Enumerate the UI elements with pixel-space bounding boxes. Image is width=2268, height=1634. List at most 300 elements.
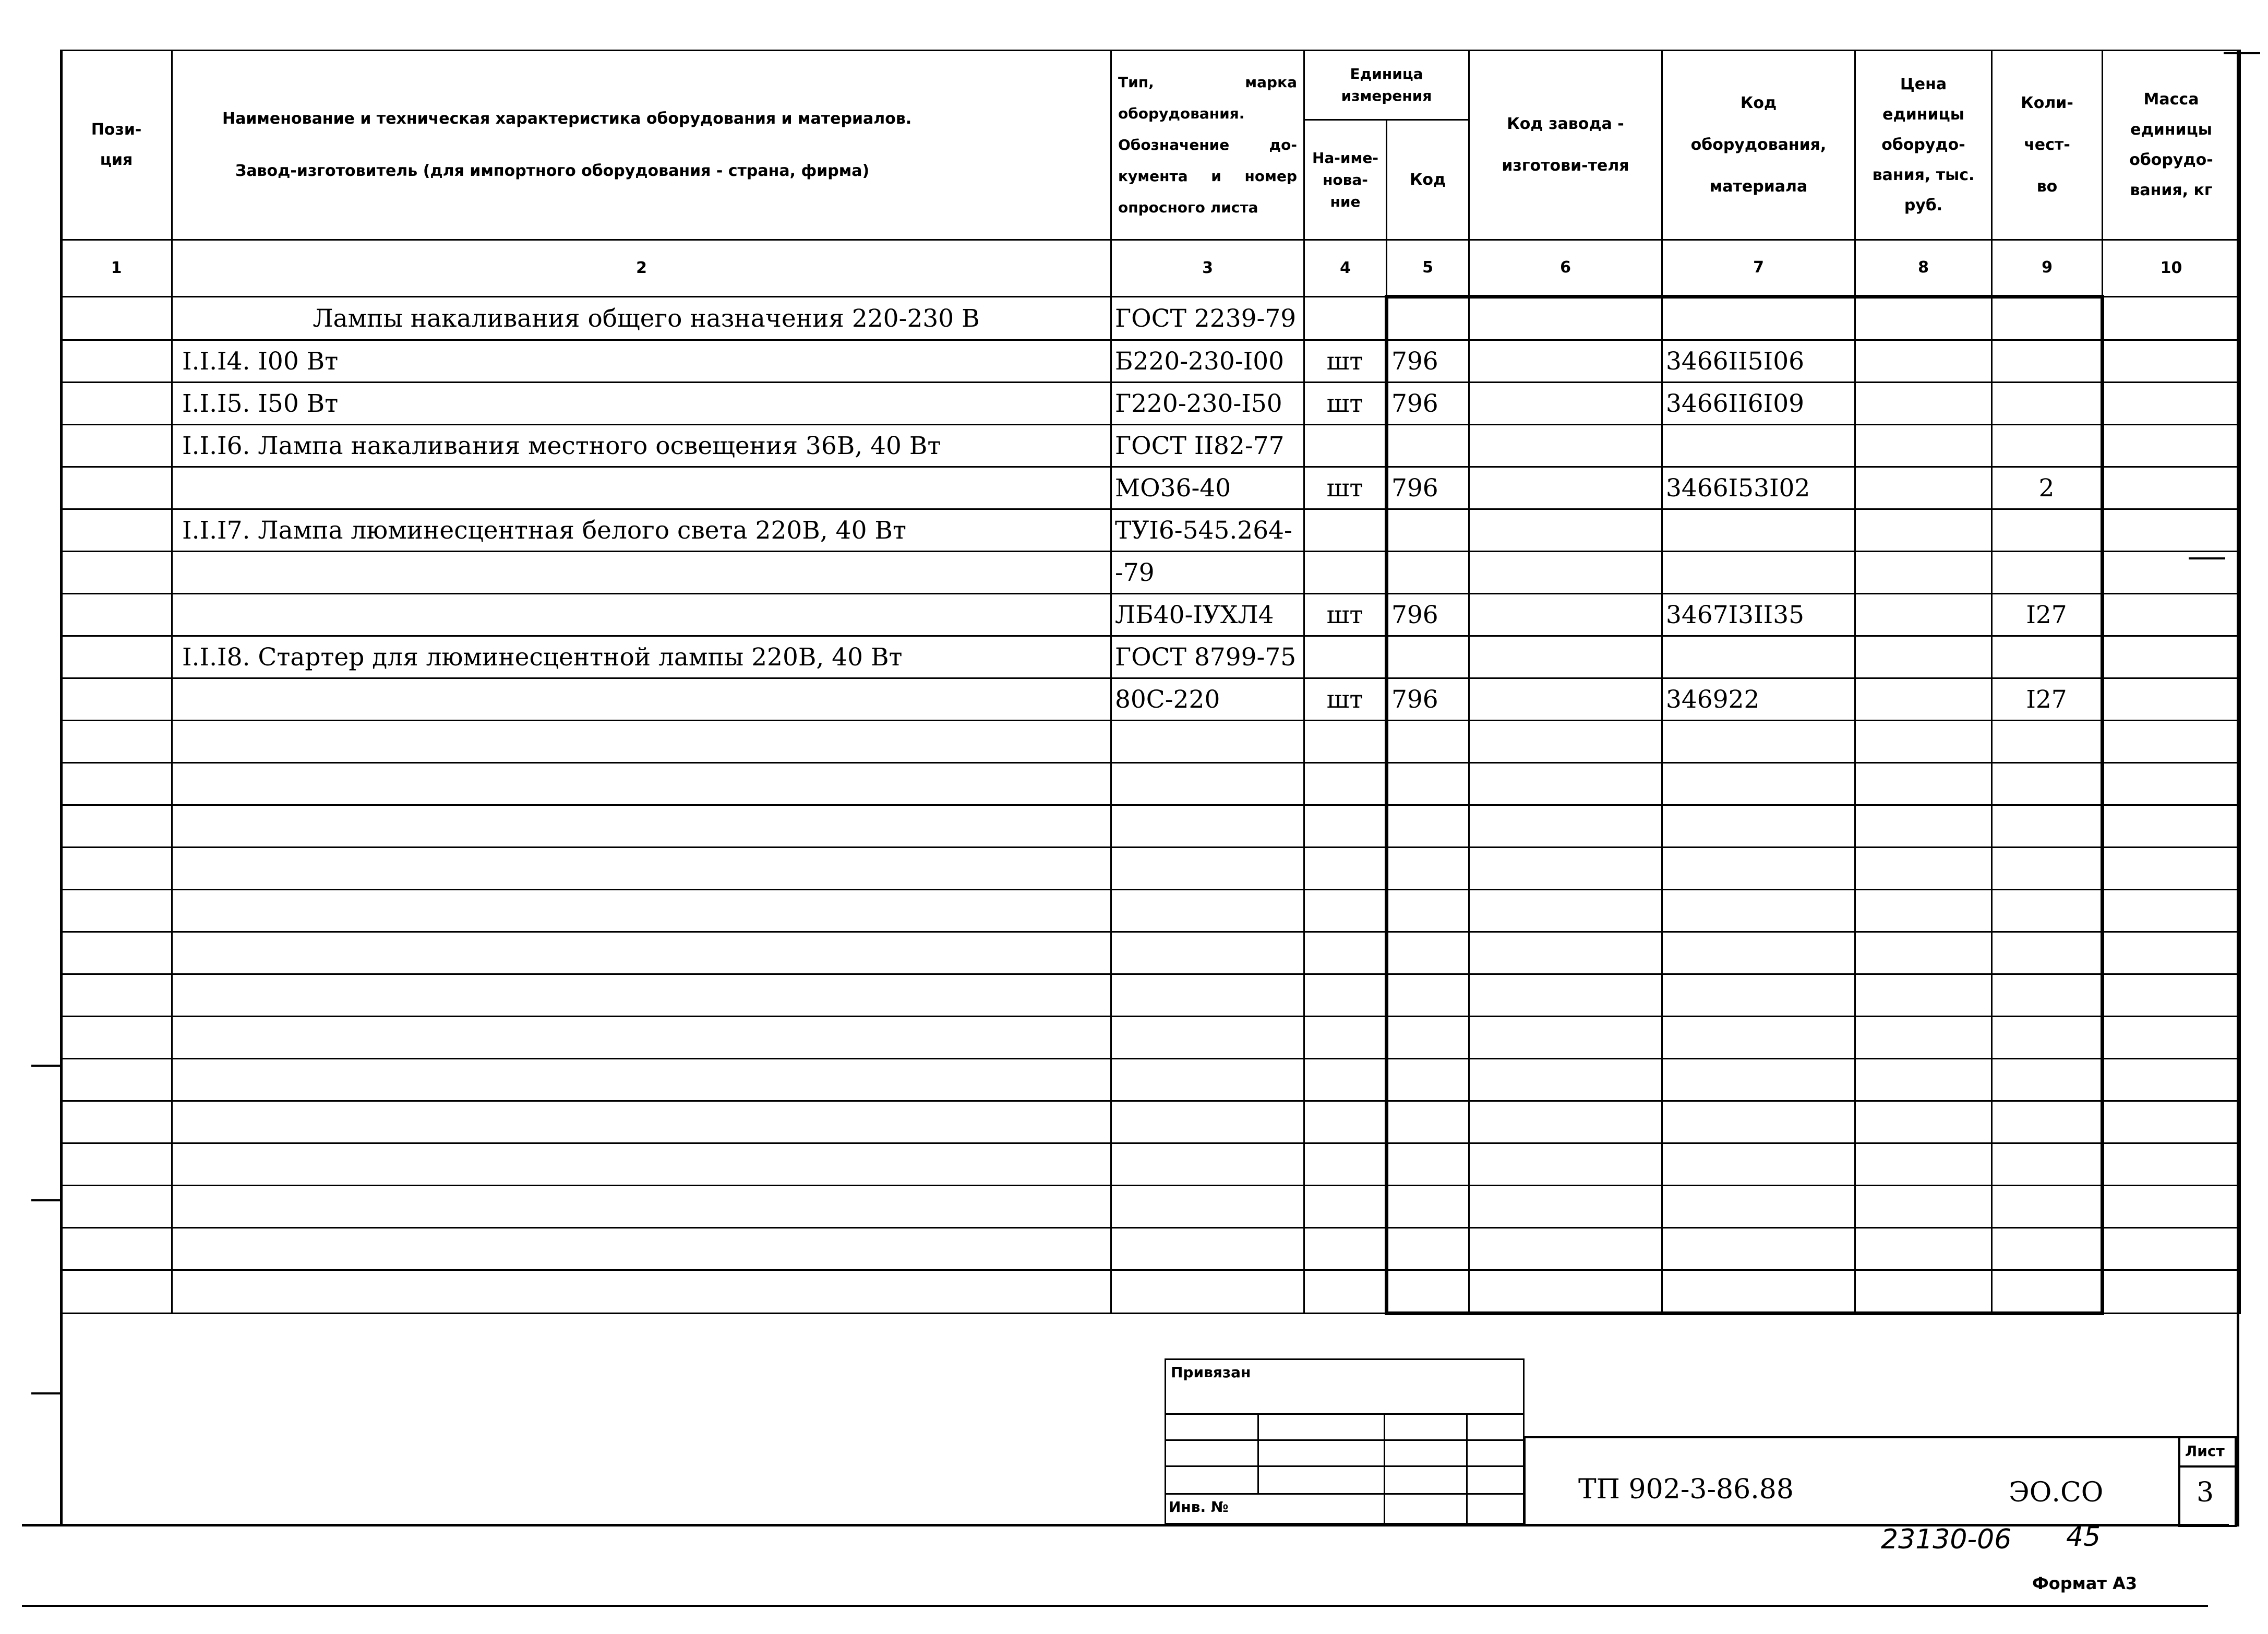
cell-code: 3467I3II35 xyxy=(1662,594,1855,636)
cell-name xyxy=(172,552,1111,594)
cell-qty xyxy=(1992,552,2103,594)
table-row xyxy=(61,425,2240,467)
cell-name: I.I.I4. I00 Вт xyxy=(172,340,1111,383)
cell-name xyxy=(172,721,1111,763)
margin-tick xyxy=(2189,557,2225,559)
cell-price xyxy=(1855,425,1992,467)
cell-price xyxy=(1855,594,1992,636)
cell-name xyxy=(172,1270,1111,1314)
cell-pos xyxy=(61,1186,172,1228)
cell-type xyxy=(1111,1143,1304,1186)
cell-code: 3466II5I06 xyxy=(1662,340,1855,383)
cell-qty xyxy=(1992,932,2103,974)
header-quantity: Коли-чест-во xyxy=(1992,51,2103,240)
header-unit-code: Код xyxy=(1387,120,1469,240)
stamp-line xyxy=(1165,1465,1525,1467)
cell-name xyxy=(172,1017,1111,1059)
cell-code xyxy=(1662,763,1855,805)
cell-maker-code xyxy=(1469,1270,1662,1314)
table-row xyxy=(61,1143,2240,1186)
header-unit-name: На-име-нова-ние xyxy=(1304,120,1387,240)
table-row xyxy=(61,383,2240,425)
cell-unit-code xyxy=(1387,1228,1469,1270)
cell-qty xyxy=(1992,1101,2103,1143)
cell-pos xyxy=(61,805,172,848)
cell-price xyxy=(1855,763,1992,805)
cell-maker-code xyxy=(1469,383,1662,425)
cell-price xyxy=(1855,467,1992,509)
cell-maker-code xyxy=(1469,1101,1662,1143)
cell-type xyxy=(1111,1270,1304,1314)
cell-name xyxy=(172,1186,1111,1228)
cell-type: ТУI6-545.264- xyxy=(1111,509,1304,552)
cell-code xyxy=(1662,1017,1855,1059)
cell-pos xyxy=(61,552,172,594)
cell-unit xyxy=(1304,1101,1387,1143)
cell-mass xyxy=(2103,805,2240,848)
table-row xyxy=(61,932,2240,974)
cell-code xyxy=(1662,1143,1855,1186)
header-position: Пози- ция xyxy=(61,51,172,240)
header-mass: Масса единицы оборудо-вания, кг xyxy=(2103,51,2240,240)
cell-type xyxy=(1111,1101,1304,1143)
cell-maker-code xyxy=(1469,1186,1662,1228)
cell-price xyxy=(1855,1101,1992,1143)
table-row xyxy=(61,636,2240,678)
column-number: 7 xyxy=(1662,240,1855,297)
table-row xyxy=(61,763,2240,805)
cell-pos xyxy=(61,1017,172,1059)
cell-unit xyxy=(1304,1228,1387,1270)
cell-maker-code xyxy=(1469,932,1662,974)
cell-maker-code xyxy=(1469,678,1662,721)
cell-maker-code xyxy=(1469,1143,1662,1186)
sheet-number: 3 xyxy=(2197,1477,2214,1508)
cell-qty: 2 xyxy=(1992,467,2103,509)
cell-unit: шт xyxy=(1304,594,1387,636)
table-body xyxy=(61,297,2240,1314)
margin-tick xyxy=(31,1199,62,1201)
cell-pos xyxy=(61,467,172,509)
cell-unit-code xyxy=(1387,974,1469,1017)
cell-pos xyxy=(61,1101,172,1143)
cell-type xyxy=(1111,848,1304,890)
cell-maker-code xyxy=(1469,467,1662,509)
column-number: 10 xyxy=(2103,240,2240,297)
cell-mass xyxy=(2103,974,2240,1017)
cell-price xyxy=(1855,1017,1992,1059)
cell-pos xyxy=(61,509,172,552)
cell-maker-code xyxy=(1469,763,1662,805)
cell-type xyxy=(1111,1017,1304,1059)
cell-mass xyxy=(2103,297,2240,340)
cell-code xyxy=(1662,1228,1855,1270)
sheet-box-divider xyxy=(2178,1465,2237,1468)
header-type: Тип, марка оборудования. Обозначение до-кумента и номер опросного листа xyxy=(1111,51,1304,240)
cell-qty: I27 xyxy=(1992,678,2103,721)
cell-price xyxy=(1855,1270,1992,1314)
cell-unit xyxy=(1304,1270,1387,1314)
cell-mass xyxy=(2103,509,2240,552)
cell-price xyxy=(1855,1059,1992,1101)
cell-type: ГОСТ 2239-79 xyxy=(1111,297,1304,340)
table-row xyxy=(61,678,2240,721)
cell-unit xyxy=(1304,805,1387,848)
table-row xyxy=(61,1017,2240,1059)
cell-price xyxy=(1855,636,1992,678)
column-number: 5 xyxy=(1387,240,1469,297)
cell-code xyxy=(1662,425,1855,467)
cell-pos xyxy=(61,425,172,467)
section-code: ЭО.СО xyxy=(2009,1477,2104,1508)
cell-unit-code xyxy=(1387,890,1469,932)
cell-code xyxy=(1662,1059,1855,1101)
cell-unit-code xyxy=(1387,721,1469,763)
cell-maker-code xyxy=(1469,1017,1662,1059)
cell-unit-code xyxy=(1387,805,1469,848)
cell-maker-code xyxy=(1469,340,1662,383)
cell-price xyxy=(1855,1228,1992,1270)
cell-mass xyxy=(2103,1101,2240,1143)
cell-type: МО36-40 xyxy=(1111,467,1304,509)
cell-unit-code: 796 xyxy=(1387,594,1469,636)
cell-mass xyxy=(2103,425,2240,467)
frame-right xyxy=(2237,50,2239,1526)
cell-unit-code xyxy=(1387,1270,1469,1314)
cell-qty xyxy=(1992,383,2103,425)
cell-type: Г220-230-I50 xyxy=(1111,383,1304,425)
cell-unit-code xyxy=(1387,932,1469,974)
cell-name: I.I.I7. Лампа люминесцентная белого света 220В, 40 Вт xyxy=(172,509,1111,552)
cell-unit: шт xyxy=(1304,467,1387,509)
cell-name xyxy=(172,932,1111,974)
cell-name xyxy=(172,1101,1111,1143)
cell-pos xyxy=(61,1228,172,1270)
cell-price xyxy=(1855,805,1992,848)
stamp-linked xyxy=(1165,1358,1525,1524)
cell-qty xyxy=(1992,721,2103,763)
column-number: 8 xyxy=(1855,240,1992,297)
cell-mass xyxy=(2103,1143,2240,1186)
title-block-left xyxy=(1523,1436,1526,1526)
table-row xyxy=(61,890,2240,932)
cell-code xyxy=(1662,636,1855,678)
cell-mass xyxy=(2103,1017,2240,1059)
cell-unit-code xyxy=(1387,1186,1469,1228)
table-row xyxy=(61,974,2240,1017)
stamp-line xyxy=(1165,1493,1525,1495)
cell-unit xyxy=(1304,1059,1387,1101)
cell-unit-code: 796 xyxy=(1387,467,1469,509)
cell-name xyxy=(172,678,1111,721)
cell-code: 346922 xyxy=(1662,678,1855,721)
cell-mass xyxy=(2103,890,2240,932)
cell-type xyxy=(1111,1059,1304,1101)
cell-name xyxy=(172,890,1111,932)
stamp-line xyxy=(1384,1413,1385,1524)
cell-unit-code xyxy=(1387,297,1469,340)
cell-mass xyxy=(2103,1270,2240,1314)
cell-price xyxy=(1855,678,1992,721)
cell-qty xyxy=(1992,763,2103,805)
title-block xyxy=(1523,1436,2239,1526)
cell-unit xyxy=(1304,763,1387,805)
header-maker-code: Код завода - изготови-теля xyxy=(1469,51,1662,240)
table-row xyxy=(61,1270,2240,1314)
cell-qty xyxy=(1992,1270,2103,1314)
table-row xyxy=(61,1186,2240,1228)
cell-qty xyxy=(1992,848,2103,890)
cell-unit xyxy=(1304,425,1387,467)
cell-price xyxy=(1855,848,1992,890)
cell-pos xyxy=(61,1270,172,1314)
cell-type xyxy=(1111,763,1304,805)
cell-pos xyxy=(61,678,172,721)
cell-unit xyxy=(1304,1017,1387,1059)
cell-pos xyxy=(61,763,172,805)
cell-pos xyxy=(61,890,172,932)
cell-type xyxy=(1111,721,1304,763)
cell-unit-code xyxy=(1387,425,1469,467)
cell-qty xyxy=(1992,340,2103,383)
cell-unit xyxy=(1304,1143,1387,1186)
cell-type: Б220-230-I00 xyxy=(1111,340,1304,383)
cell-unit xyxy=(1304,636,1387,678)
sheet-label: Лист xyxy=(2185,1442,2225,1460)
specification-table xyxy=(60,50,2241,1315)
cell-qty xyxy=(1992,974,2103,1017)
cell-unit-code xyxy=(1387,763,1469,805)
cell-type: ГОСТ II82-77 xyxy=(1111,425,1304,467)
column-number: 6 xyxy=(1469,240,1662,297)
cell-mass xyxy=(2103,848,2240,890)
bottom-trim-line xyxy=(22,1605,2208,1607)
cell-maker-code xyxy=(1469,1228,1662,1270)
cell-name xyxy=(172,1059,1111,1101)
cell-maker-code xyxy=(1469,297,1662,340)
cell-qty xyxy=(1992,297,2103,340)
cell-unit-code xyxy=(1387,848,1469,890)
cell-price xyxy=(1855,383,1992,425)
archive-page: 45 xyxy=(2066,1521,2101,1553)
cell-code xyxy=(1662,805,1855,848)
frame-left xyxy=(60,50,63,1526)
cell-qty xyxy=(1992,1228,2103,1270)
cell-unit-code xyxy=(1387,1017,1469,1059)
cell-pos xyxy=(61,636,172,678)
cell-unit xyxy=(1304,721,1387,763)
table-row xyxy=(61,509,2240,552)
cell-type xyxy=(1111,1228,1304,1270)
cell-name xyxy=(172,1143,1111,1186)
cell-code xyxy=(1662,932,1855,974)
cell-name xyxy=(172,848,1111,890)
cell-unit xyxy=(1304,552,1387,594)
table-row xyxy=(61,340,2240,383)
cell-maker-code xyxy=(1469,721,1662,763)
cell-mass xyxy=(2103,467,2240,509)
cell-name: Лампы накаливания общего назначения 220-230 В xyxy=(172,297,1111,340)
cell-unit-code: 796 xyxy=(1387,340,1469,383)
table-row xyxy=(61,1101,2240,1143)
cell-qty xyxy=(1992,1186,2103,1228)
cell-pos xyxy=(61,848,172,890)
cell-code xyxy=(1662,509,1855,552)
cell-mass xyxy=(2103,721,2240,763)
doc-code: ТП 902-3-86.88 xyxy=(1578,1474,1794,1505)
cell-name: I.I.I5. I50 Вт xyxy=(172,383,1111,425)
cell-type xyxy=(1111,932,1304,974)
cell-type xyxy=(1111,974,1304,1017)
cell-mass xyxy=(2103,594,2240,636)
cell-name xyxy=(172,1228,1111,1270)
table-row xyxy=(61,848,2240,890)
cell-mass xyxy=(2103,383,2240,425)
stamp-line xyxy=(1165,1439,1525,1441)
cell-unit-code xyxy=(1387,636,1469,678)
header-name-line1: Наименование и техническая характеристика оборудования и материалов. xyxy=(222,110,912,128)
cell-maker-code xyxy=(1469,848,1662,890)
cell-mass xyxy=(2103,1059,2240,1101)
column-number: 9 xyxy=(1992,240,2103,297)
cell-unit-code xyxy=(1387,509,1469,552)
cell-unit xyxy=(1304,974,1387,1017)
cell-pos xyxy=(61,932,172,974)
cell-code xyxy=(1662,1270,1855,1314)
stamp-linked-label: Привязан xyxy=(1171,1364,1251,1381)
cell-code: 3466I53I02 xyxy=(1662,467,1855,509)
cell-name: I.I.I6. Лампа накаливания местного освещения 36В, 40 Вт xyxy=(172,425,1111,467)
table-row xyxy=(61,805,2240,848)
cell-mass xyxy=(2103,678,2240,721)
cell-code xyxy=(1662,552,1855,594)
margin-tick xyxy=(31,1392,62,1394)
cell-price xyxy=(1855,721,1992,763)
cell-maker-code xyxy=(1469,890,1662,932)
cell-price xyxy=(1855,932,1992,974)
cell-unit xyxy=(1304,848,1387,890)
cell-type xyxy=(1111,890,1304,932)
cell-mass xyxy=(2103,763,2240,805)
table-row xyxy=(61,1059,2240,1101)
cell-mass xyxy=(2103,340,2240,383)
header-price: Цена единицы оборудо-вания, тыс. руб. xyxy=(1855,51,1992,240)
cell-qty xyxy=(1992,805,2103,848)
cell-mass xyxy=(2103,1186,2240,1228)
cell-unit-code xyxy=(1387,1059,1469,1101)
header-equipment-code: Код оборудования, материала xyxy=(1662,51,1855,240)
cell-type xyxy=(1111,1186,1304,1228)
cell-code: 3466II6I09 xyxy=(1662,383,1855,425)
table-row xyxy=(61,467,2240,509)
table-row xyxy=(61,594,2240,636)
cell-price xyxy=(1855,340,1992,383)
table-row xyxy=(61,1228,2240,1270)
cell-maker-code xyxy=(1469,1059,1662,1101)
cell-qty xyxy=(1992,1059,2103,1101)
cell-price xyxy=(1855,552,1992,594)
cell-qty xyxy=(1992,1017,2103,1059)
stamp-inv-label: Инв. № xyxy=(1169,1498,1229,1516)
cell-maker-code xyxy=(1469,509,1662,552)
cell-price xyxy=(1855,509,1992,552)
cell-pos xyxy=(61,1059,172,1101)
cell-maker-code xyxy=(1469,425,1662,467)
cell-price xyxy=(1855,1143,1992,1186)
table-row xyxy=(61,552,2240,594)
format-label: Формат А3 xyxy=(2032,1573,2138,1593)
cell-unit xyxy=(1304,297,1387,340)
cell-code xyxy=(1662,721,1855,763)
cell-maker-code xyxy=(1469,552,1662,594)
stamp-line xyxy=(1466,1413,1468,1524)
cell-mass xyxy=(2103,1228,2240,1270)
cell-maker-code xyxy=(1469,805,1662,848)
cell-code xyxy=(1662,1186,1855,1228)
cell-pos xyxy=(61,340,172,383)
margin-tick xyxy=(2224,52,2260,54)
cell-unit xyxy=(1304,932,1387,974)
cell-code xyxy=(1662,974,1855,1017)
cell-pos xyxy=(61,1143,172,1186)
cell-unit-code: 796 xyxy=(1387,383,1469,425)
cell-unit-code xyxy=(1387,1101,1469,1143)
cell-code xyxy=(1662,1101,1855,1143)
cell-code xyxy=(1662,297,1855,340)
cell-name xyxy=(172,763,1111,805)
cell-name xyxy=(172,805,1111,848)
cell-unit xyxy=(1304,509,1387,552)
cell-mass xyxy=(2103,932,2240,974)
cell-unit xyxy=(1304,1186,1387,1228)
cell-qty xyxy=(1992,890,2103,932)
cell-qty xyxy=(1992,509,2103,552)
cell-name xyxy=(172,594,1111,636)
table-row xyxy=(61,721,2240,763)
cell-price xyxy=(1855,1186,1992,1228)
cell-price xyxy=(1855,974,1992,1017)
cell-type: -79 xyxy=(1111,552,1304,594)
cell-maker-code xyxy=(1469,594,1662,636)
cell-pos xyxy=(61,721,172,763)
cell-price xyxy=(1855,297,1992,340)
header-unit-group: Единица измерения xyxy=(1304,51,1469,120)
cell-unit: шт xyxy=(1304,340,1387,383)
cell-code xyxy=(1662,890,1855,932)
cell-unit: шт xyxy=(1304,383,1387,425)
title-block-top xyxy=(1523,1436,2182,1438)
cell-type xyxy=(1111,805,1304,848)
cell-unit-code: 796 xyxy=(1387,678,1469,721)
header-name xyxy=(172,51,1111,240)
cell-type: 80С-220 xyxy=(1111,678,1304,721)
cell-pos xyxy=(61,297,172,340)
cell-mass xyxy=(2103,636,2240,678)
table-row xyxy=(61,297,2240,340)
cell-pos xyxy=(61,974,172,1017)
cell-qty: I27 xyxy=(1992,594,2103,636)
cell-unit: шт xyxy=(1304,678,1387,721)
cell-qty xyxy=(1992,1143,2103,1186)
cell-pos xyxy=(61,383,172,425)
cell-name xyxy=(172,974,1111,1017)
cell-unit-code xyxy=(1387,1143,1469,1186)
cell-maker-code xyxy=(1469,636,1662,678)
cell-qty xyxy=(1992,636,2103,678)
cell-unit-code xyxy=(1387,552,1469,594)
cell-qty xyxy=(1992,425,2103,467)
cell-code xyxy=(1662,848,1855,890)
